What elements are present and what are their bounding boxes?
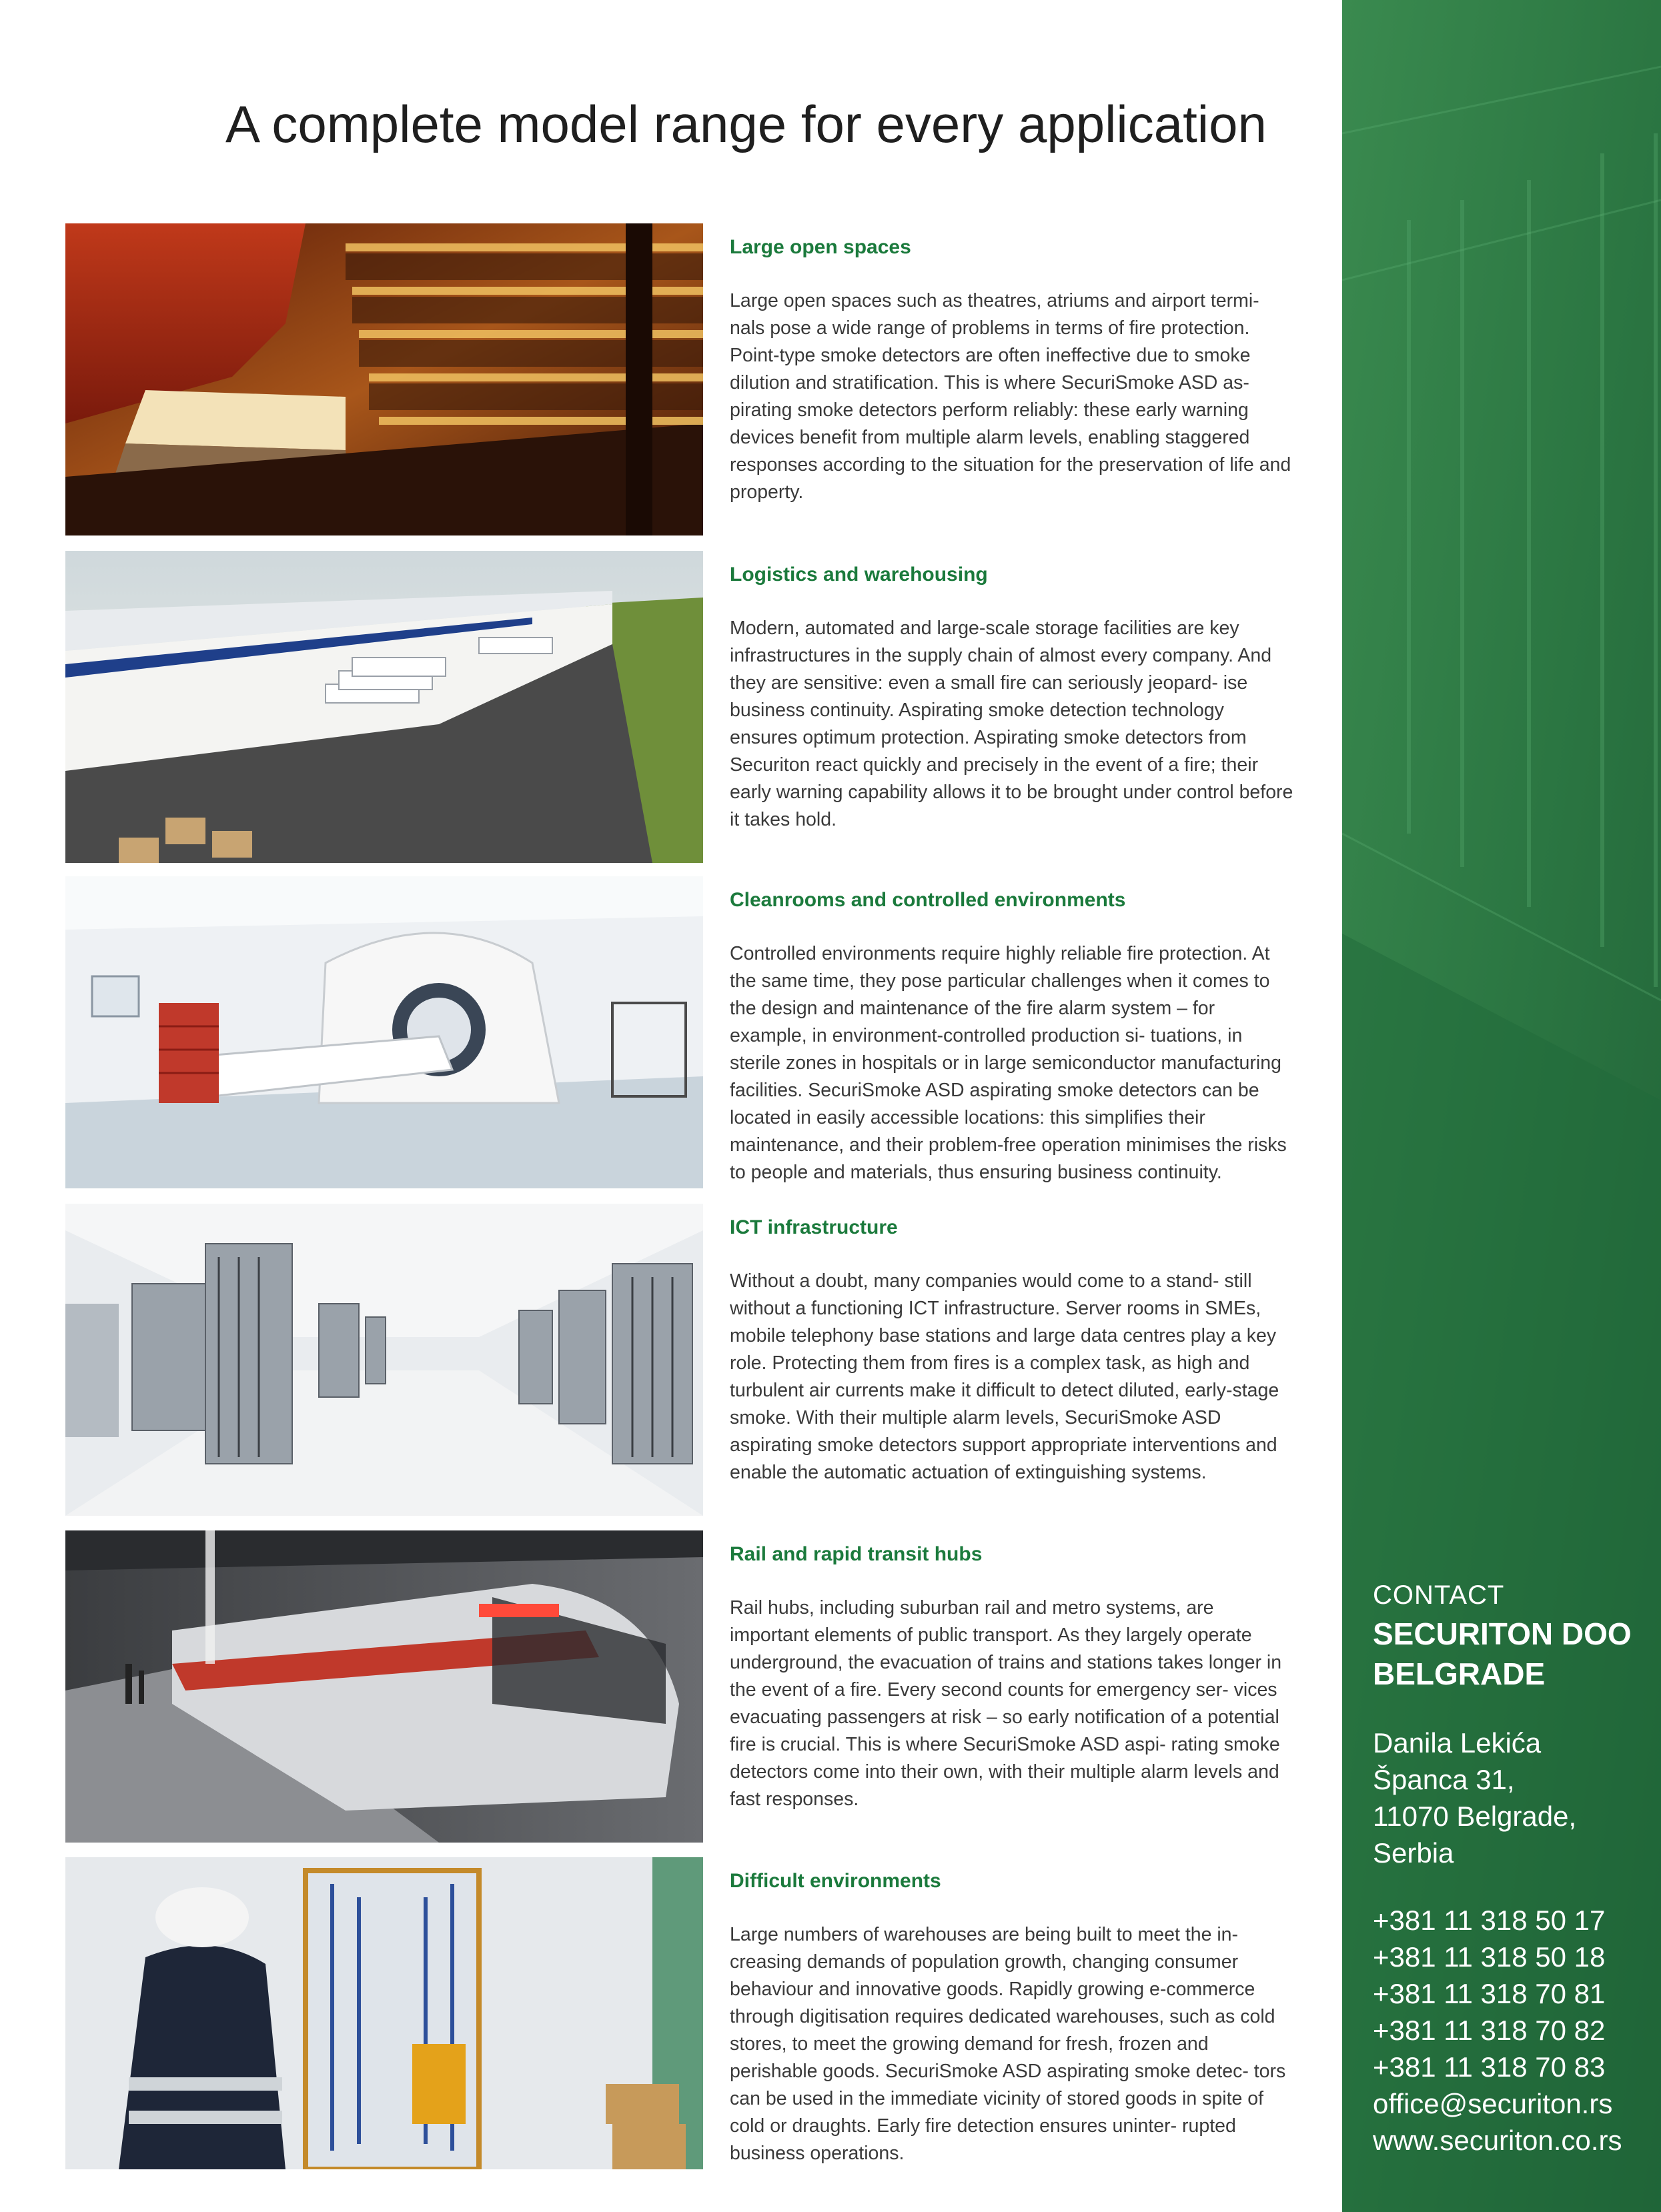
section-ict-infrastructure xyxy=(65,1204,1299,1516)
address-line: Serbia xyxy=(1373,1837,1454,1869)
phone-number[interactable]: +381 11 318 70 83 xyxy=(1373,2051,1606,2083)
cold-store-photo xyxy=(65,1857,703,2169)
company-name-line1: SECURITON DOO xyxy=(1373,1616,1632,1651)
section-heading: Large open spaces xyxy=(730,236,911,258)
section-logistics-warehousing xyxy=(65,551,1299,863)
section-cleanrooms xyxy=(65,876,1299,1188)
email-link[interactable]: office@securiton.rs xyxy=(1373,2088,1613,2119)
contact-details xyxy=(1373,1902,1653,2159)
metro-train-photo xyxy=(65,1530,703,1843)
phone-number[interactable]: +381 11 318 70 81 xyxy=(1373,1978,1606,2009)
company-name-line2: BELGRADE xyxy=(1373,1656,1546,1691)
warehouse-photo xyxy=(65,551,703,863)
phone-number[interactable]: +381 11 318 70 82 xyxy=(1373,2015,1606,2046)
section-body: Rail hubs, including suburban rail and metro systems, are important elements of public transport. As they largely operate underground, the evacuation of trains and stations takes longer in the event of a fire. Every second counts for emergency ser- vices evacuating passengers at risk – so early notification of a potential fire is crucial. This is where SecuriSmoke ASD aspi- rating smoke detectors come into their own, with their multiple alarm levels and fast responses. xyxy=(730,1597,1282,1810)
section-body: Modern, automated and large-scale storage facilities are key infrastructures in the supply chain of almost every company. And they are sensitive: even a small fire can seriously jeopard- ise business continuity. Aspirating smoke detection technology ensures optimum protection. Aspirating smoke detectors from Securiton react quickly and precisely in the event of a fire; their early warning capability allows it to be brought under control before it takes hold. xyxy=(730,618,1293,830)
address-line: Španca 31, xyxy=(1373,1764,1515,1795)
phone-number[interactable]: +381 11 318 50 17 xyxy=(1373,1905,1606,1936)
section-body: Large open spaces such as theatres, atriums and airport termi- nals pose a wide range of problems in terms of fire protection. Point-type smoke detectors are often ineffective due to smoke dilution and stratification. This is where SecuriSmoke ASD as- pirating smoke detectors perform reliably: these early warning devices benefit from multiple alarm levels, enabling staggered responses according to the situation for the preservation of life and property. xyxy=(730,290,1291,503)
page-title: A complete model range for every application xyxy=(225,95,1267,153)
cleanroom-photo xyxy=(65,876,703,1188)
section-heading: Difficult environments xyxy=(730,1870,941,1892)
section-rail-transit xyxy=(65,1530,1299,1843)
address xyxy=(1373,1725,1653,1871)
section-large-open-spaces xyxy=(65,223,1299,535)
address-line: Danila Lekića xyxy=(1373,1727,1542,1759)
contact-label: CONTACT xyxy=(1373,1580,1505,1610)
section-heading: Cleanrooms and controlled environments xyxy=(730,889,1126,911)
section-heading: Logistics and warehousing xyxy=(730,564,988,586)
section-body: Controlled environments require highly reliable fire protection. At the same time, they pose particular challenges when it comes to the design and maintenance of the fire alarm system – for example, in environment-controlled production si- tuations, in sterile zones in hospitals or in large semiconductor manufacturing facilities. SecuriSmoke ASD aspirating smoke detectors can be located in easily accessible locations: this simplifies their maintenance, and their problem-free operation minimises the risks to people and materials, thus ensuring business continuity. xyxy=(730,943,1287,1183)
website-link[interactable]: www.securiton.co.rs xyxy=(1373,2125,1622,2156)
section-body: Large numbers of warehouses are being built to meet the in- creasing demands of population growth, changing consumer behaviour and innovative goods. Rapidly growing e-commerce through digitisation requires dedicated warehouses, such as cold stores, to meet the growing demand for fresh, frozen and perishable goods. SecuriSmoke ASD aspirating smoke detec- tors can be used in the immediate vicinity of stored goods in spite of cold or draughts. Early fire detection ensures uninter- rupted business operations. xyxy=(730,1924,1286,2164)
address-line: 11070 Belgrade, xyxy=(1373,1801,1577,1832)
section-body: Without a doubt, many companies would come to a stand- still without a functioning ICT infrastructure. Server rooms in SMEs, mobile telephony base stations and large data centres play a key role. Protecting them from fires is a complex task, as high and turbulent air currents make it difficult to detect diluted, early-stage smoke. With their multiple alarm levels, SecuriSmoke ASD aspirating smoke detectors support appropriate interventions and enable the automatic actuation of extinguishing systems. xyxy=(730,1270,1279,1483)
phone-number[interactable]: +381 11 318 50 18 xyxy=(1373,1941,1606,1973)
section-heading: ICT infrastructure xyxy=(730,1216,898,1238)
theatre-photo xyxy=(65,223,703,535)
server-room-photo xyxy=(65,1204,703,1516)
section-heading: Rail and rapid transit hubs xyxy=(730,1543,983,1565)
contact-block xyxy=(1373,1576,1653,2159)
section-difficult-environments xyxy=(65,1857,1299,2169)
